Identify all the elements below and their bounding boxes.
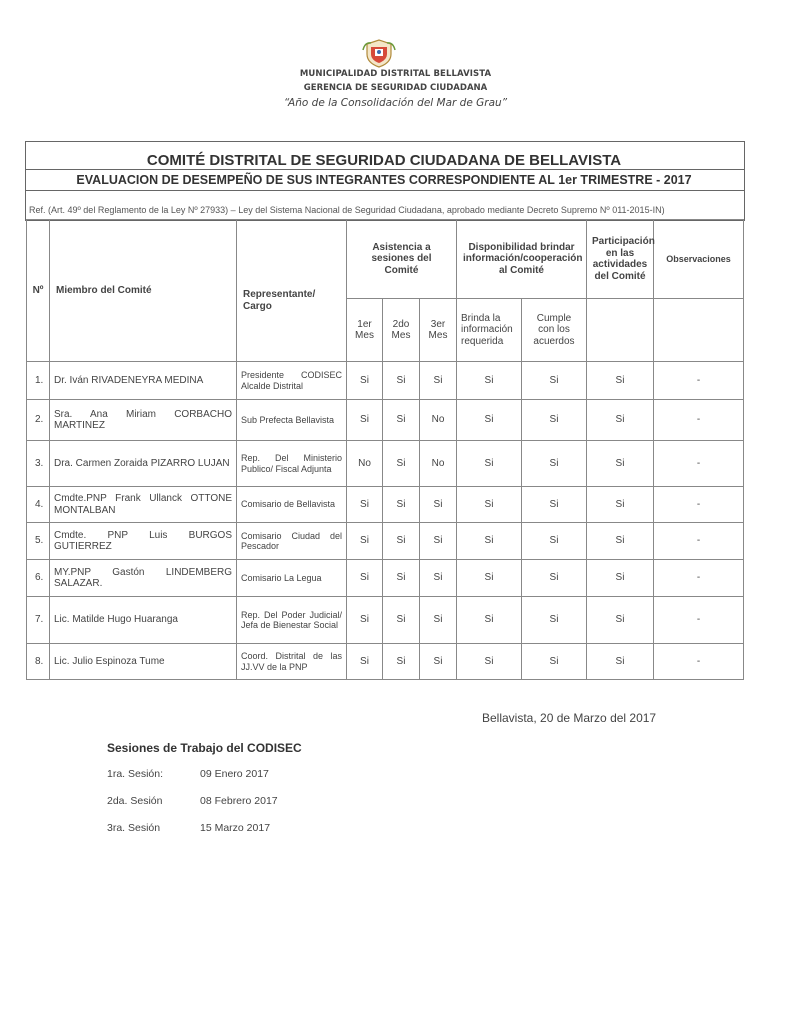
evaluation-table bbox=[26, 219, 744, 680]
session-label: 3ra. Sesión bbox=[107, 822, 161, 834]
member-role: Rep. Del Poder Judicial/ Jefa de Bienestar Social bbox=[237, 597, 347, 644]
member-name: Cmdte.PNP Frank Ullanck OTTONE MONTALBAN bbox=[50, 487, 237, 523]
agree-header: Cumple con los acuerdos bbox=[522, 299, 587, 362]
month1-header: 1er Mes bbox=[347, 299, 383, 362]
col-observations-header: Observaciones bbox=[654, 220, 744, 299]
sessions-title: Sesiones de Trabajo del CODISEC bbox=[107, 741, 302, 755]
col-member-header: Miembro del Comité bbox=[50, 220, 237, 362]
member-role: Presidente CODISEC Alcalde Distrital bbox=[237, 362, 347, 400]
session-date: 08 Febrero 2017 bbox=[200, 795, 278, 807]
member-name: Sra. Ana Miriam CORBACHO MARTINEZ bbox=[50, 400, 237, 441]
place-and-date: Bellavista, 20 de Marzo del 2017 bbox=[482, 711, 657, 725]
table-row: 7. Lic. Matilde Hugo Huaranga Rep. Del Poder Judicial/ Jefa de Bienestar Social Si Si Si Si Si Si - bbox=[27, 597, 744, 644]
member-role: Rep. Del Ministerio Publico/ Fiscal Adjunta bbox=[237, 441, 347, 487]
table-row: 3. Dra. Carmen Zoraida PIZARRO LUJAN Rep. Del Ministerio Publico/ Fiscal Adjunta No Si No Si Si Si - bbox=[27, 441, 744, 487]
member-role: Coord. Distrital de las JJ.VV de la PNP bbox=[237, 644, 347, 680]
col-availability-header: Disponibilidad brindar información/cooperación al Comité bbox=[457, 220, 587, 299]
member-name: MY.PNP Gastón LINDEMBERG SALAZAR. bbox=[50, 560, 237, 597]
table-row: 4. Cmdte.PNP Frank Ullanck OTTONE MONTALBAN Comisario de Bellavista Si Si Si Si Si Si - bbox=[27, 487, 744, 523]
member-name: Lic. Matilde Hugo Huaranga bbox=[50, 597, 237, 644]
col-attendance-header: Asistencia a sesiones del Comité bbox=[347, 220, 457, 299]
member-name: Dr. Iván RIVADENEYRA MEDINA bbox=[50, 362, 237, 400]
year-motto: “Año de la Consolidación del Mar de Grau” bbox=[283, 97, 508, 109]
member-name: Cmdte. PNP Luis BURGOS GUTIERREZ bbox=[50, 523, 237, 560]
table-row: 8. Lic. Julio Espinoza Tume Coord. Distrital de las JJ.VV de la PNP Si Si Si Si Si Si - bbox=[27, 644, 744, 680]
table-row: 1. Dr. Iván RIVADENEYRA MEDINA Presidente CODISEC Alcalde Distrital Si Si Si Si Si Si - bbox=[27, 362, 744, 400]
col-participation-header: Participación en las actividades del Comité bbox=[587, 220, 654, 299]
department-name: GERENCIA DE SEGURIDAD CIUDADANA bbox=[303, 83, 488, 93]
document-title: COMITÉ DISTRITAL DE SEGURIDAD CIUDADANA DE BELLAVISTA bbox=[146, 152, 622, 169]
member-role: Comisario La Legua bbox=[237, 560, 347, 597]
session-label: 1ra. Sesión: bbox=[107, 768, 164, 780]
col-num-header: Nº bbox=[27, 220, 50, 362]
session-date: 15 Marzo 2017 bbox=[200, 822, 271, 834]
member-role: Sub Prefecta Bellavista bbox=[237, 400, 347, 441]
session-label: 2da. Sesión bbox=[107, 795, 163, 807]
member-role: Comisario Ciudad del Pescador bbox=[237, 523, 347, 560]
col-rep-header: Representante/ Cargo bbox=[237, 220, 347, 362]
document-subtitle: EVALUACION DE DESEMPEÑO DE SUS INTEGRANTES CORRESPONDIENTE AL 1er TRIMESTRE - 2017 bbox=[76, 173, 692, 187]
session-date: 09 Enero 2017 bbox=[200, 768, 269, 780]
municipal-shield-icon bbox=[359, 38, 399, 68]
table-row: 6. MY.PNP Gastón LINDEMBERG SALAZAR. Comisario La Legua Si Si Si Si Si Si - bbox=[27, 560, 744, 597]
municipality-name: MUNICIPALIDAD DISTRITAL BELLAVISTA bbox=[299, 69, 492, 79]
legal-reference: Ref. (Art. 49º del Reglamento de la Ley Nº 27933) – Ley del Sistema Nacional de Seguridad Ciudadana, aprobado mediante Decreto Supremo Nº 011-2015-IN) bbox=[29, 205, 665, 215]
month3-header: 3er Mes bbox=[420, 299, 457, 362]
member-name: Lic. Julio Espinoza Tume bbox=[50, 644, 237, 680]
table-row: 5. Cmdte. PNP Luis BURGOS GUTIERREZ Comisario Ciudad del Pescador Si Si Si Si Si Si - bbox=[27, 523, 744, 560]
member-name: Dra. Carmen Zoraida PIZARRO LUJAN bbox=[50, 441, 237, 487]
month2-header: 2do Mes bbox=[383, 299, 420, 362]
info-header: Brinda la información requerida bbox=[457, 299, 522, 362]
table-row: 2. Sra. Ana Miriam CORBACHO MARTINEZ Sub Prefecta Bellavista Si Si No Si Si Si - bbox=[27, 400, 744, 441]
member-role: Comisario de Bellavista bbox=[237, 487, 347, 523]
